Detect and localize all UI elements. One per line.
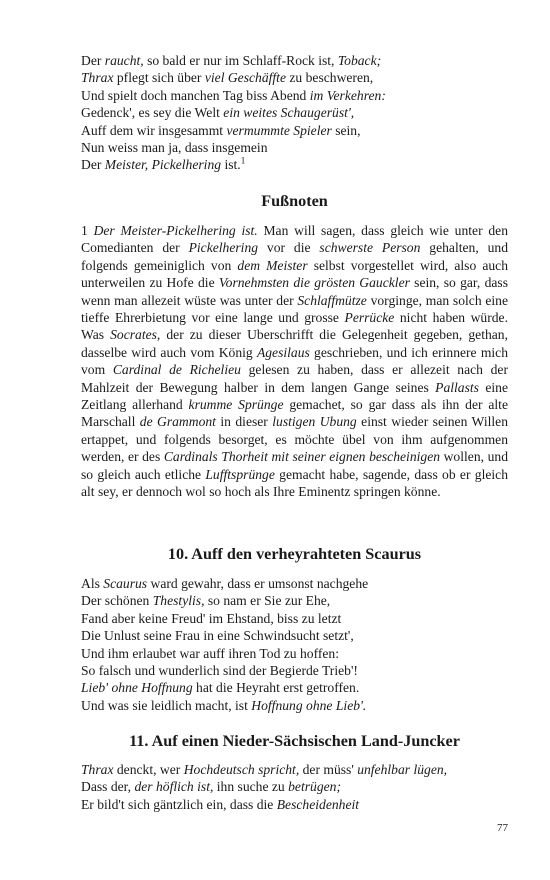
poem-11-title: 11. Auf einen Nieder-Sächsischen Land-Juncker bbox=[129, 732, 460, 750]
italic-text: Toback; bbox=[337, 53, 382, 68]
text-run: 1 bbox=[81, 223, 94, 238]
text-run: der müss' bbox=[299, 762, 358, 777]
italic-text: im Verkehren: bbox=[309, 87, 386, 103]
verse-line bbox=[81, 104, 386, 121]
text-run: einst wieder seinen Willen ertappet, und folgends besorget, es möchte übel von ihm aufgenommen werden, er des bbox=[81, 414, 509, 465]
italic-text: Thestylis, bbox=[152, 593, 205, 609]
italic-text: Vornehmsten die grösten Gauckler bbox=[218, 275, 410, 291]
text-run: sein, so gar, dass wenn man allezeit wüste was unter der bbox=[81, 275, 508, 308]
text-run: in dieser bbox=[215, 414, 273, 430]
verse-line bbox=[81, 627, 368, 644]
footnotes-heading: Fußnoten bbox=[261, 192, 328, 210]
italic-text: Thrax bbox=[81, 762, 114, 777]
epigram-poem-10 bbox=[81, 575, 368, 714]
verse-line bbox=[81, 122, 386, 139]
verse-line bbox=[81, 679, 368, 696]
text-run: Und was sie leidlich macht, ist bbox=[81, 697, 252, 713]
italic-text: schwerste Person bbox=[319, 240, 421, 256]
italic-text: Schlaffmütze bbox=[297, 292, 367, 308]
text-run: gemacht habe, sagende, dass ob er gleich alt sey, er dennoch wol so hoch als Ihre Eminentz springen könne. bbox=[81, 466, 508, 500]
text-run: Der bbox=[81, 157, 105, 173]
page-number: 77 bbox=[497, 822, 508, 834]
text-run: pflegt sich über bbox=[113, 70, 205, 86]
text-run: Und ihm erlaubet war auff ihren Tod zu hoffen: bbox=[81, 645, 340, 661]
text-run: nicht haben würde. Was bbox=[81, 310, 508, 343]
italic-text: Meister, Pickelhering bbox=[104, 157, 222, 173]
text-run: Gedenck', es sey die Welt bbox=[81, 105, 224, 121]
italic-text: de Grammont bbox=[139, 414, 216, 430]
text-run: hat die Heyraht erst getroffen. bbox=[192, 680, 360, 696]
italic-text: Cardinals Thorheit mit seiner eignen bescheinigen bbox=[163, 449, 441, 465]
text-run: der zu dieser Uberschrifft die Gelegenheit gegeben, gethan, dasselbe wird auch vom König bbox=[81, 327, 508, 360]
verse-line bbox=[81, 610, 368, 627]
text-run: gemachet, so gar dass als ihn der alte Marschall bbox=[81, 397, 508, 430]
italic-text: lustigen Ubung bbox=[272, 414, 357, 430]
italic-text: Cardinal de Richelieu bbox=[112, 362, 241, 378]
verse-line bbox=[81, 662, 368, 679]
text-run: ward gewahr, dass er umsonst nachgehe bbox=[147, 576, 369, 591]
italic-text: Pallasts bbox=[435, 379, 479, 395]
epigram-poem-11 bbox=[81, 761, 447, 813]
italic-text: Hochdeutsch spricht, bbox=[183, 762, 300, 777]
text-run: gehalten, und folgends gemeiniglich von bbox=[81, 240, 508, 273]
text-run: ist. bbox=[221, 157, 241, 173]
text-run: Der bbox=[81, 53, 105, 68]
text-run: so bald er nur im Schlaff-Rock ist, bbox=[143, 53, 338, 68]
text-run: Auff dem wir insgesammt bbox=[81, 122, 227, 138]
text-run: so nam er Sie zur Ehe, bbox=[204, 593, 331, 609]
italic-text: raucht, bbox=[104, 53, 144, 68]
italic-text: Thrax bbox=[81, 70, 114, 86]
text-run: selbst vorgestellet wird, also auch unterweilen zu Hofe die bbox=[81, 257, 508, 291]
italic-text: Hoffnung ohne Lieb'. bbox=[251, 697, 367, 713]
text-run: ihn suche zu bbox=[213, 779, 289, 795]
italic-text: Socrates, bbox=[110, 327, 161, 343]
text-run: sein, bbox=[331, 122, 361, 138]
italic-text: Lufftsprünge bbox=[205, 466, 275, 482]
footnote-text bbox=[81, 222, 508, 501]
text-run: denckt, wer bbox=[113, 762, 184, 777]
epigram-poem-9 bbox=[81, 52, 386, 174]
verse-line bbox=[81, 796, 447, 813]
text-run: Und spielt doch manchen Tag biss Abend bbox=[81, 87, 310, 103]
italic-text: Perrücke bbox=[344, 310, 395, 326]
italic-text: Lieb' ohne Hoffnung bbox=[81, 680, 193, 696]
italic-text: Der Meister-Pickelhering ist. bbox=[93, 223, 258, 238]
verse-line bbox=[81, 139, 386, 156]
italic-text: betrügen; bbox=[288, 779, 341, 795]
text-run: Als bbox=[81, 576, 104, 591]
text-run: Nun weiss man ja, dass insgemein bbox=[81, 140, 268, 156]
italic-text: ein weites Schaugerüst', bbox=[223, 105, 355, 121]
verse-line bbox=[81, 575, 368, 592]
text-run: Man will sagen, dass gleich wie unter den Comedianten der bbox=[81, 223, 508, 256]
italic-text: unfehlbar lügen, bbox=[357, 762, 448, 777]
italic-text: dem Meister bbox=[237, 257, 308, 273]
text-run: geschrieben, und ich erinnere mich vom bbox=[81, 344, 509, 378]
verse-line bbox=[81, 87, 386, 104]
verse-line bbox=[81, 592, 368, 609]
text-run: Dass der, bbox=[81, 779, 135, 795]
poem-10-title: 10. Auff den verheyrahteten Scaurus bbox=[167, 545, 422, 563]
text-run: wollen, und so gleich auch etliche bbox=[81, 449, 508, 482]
footnote-marker: 1 bbox=[240, 155, 246, 166]
verse-line bbox=[81, 697, 368, 714]
verse-line bbox=[81, 761, 447, 778]
italic-text: vermummte Spieler bbox=[226, 122, 332, 138]
text-run: gelesen zu haben, dass er allezeit nach der Mahlzeit der Bewegung halber in dem langen Gange seines bbox=[81, 362, 508, 395]
italic-text: viel Geschäffte bbox=[204, 70, 286, 86]
text-run: Die Unlust seine Frau in eine Schwindsucht setzt', bbox=[81, 628, 354, 644]
verse-line bbox=[81, 778, 447, 795]
text-run: Der schönen bbox=[81, 593, 153, 609]
verse-line bbox=[81, 69, 386, 86]
text-run: eine Zeitlang allerhand bbox=[81, 379, 508, 413]
italic-text: Scaurus bbox=[103, 576, 148, 591]
verse-line bbox=[81, 52, 386, 69]
text-run: vorginge, man solch eine tieffe Ehrerbietung vor eine lange und grosse bbox=[81, 292, 508, 326]
italic-text: der höflich ist, bbox=[134, 779, 214, 795]
italic-text: krumme Sprünge bbox=[188, 397, 284, 413]
text-run: vor die bbox=[258, 240, 320, 256]
italic-text: Bescheidenheit bbox=[276, 796, 360, 812]
text-run: So falsch und wunderlich sind der Begierde Trieb'! bbox=[81, 663, 358, 679]
italic-text: Pickelhering bbox=[188, 240, 259, 256]
verse-line bbox=[81, 645, 368, 662]
italic-text: Agesilaus bbox=[256, 344, 310, 360]
text-run: zu beschweren, bbox=[286, 70, 374, 86]
verse-line bbox=[81, 156, 386, 173]
text-run: Fand aber keine Freud' im Ehstand, biss zu letzt bbox=[81, 610, 342, 626]
text-run: Er bild't sich gäntzlich ein, dass die bbox=[81, 796, 277, 812]
